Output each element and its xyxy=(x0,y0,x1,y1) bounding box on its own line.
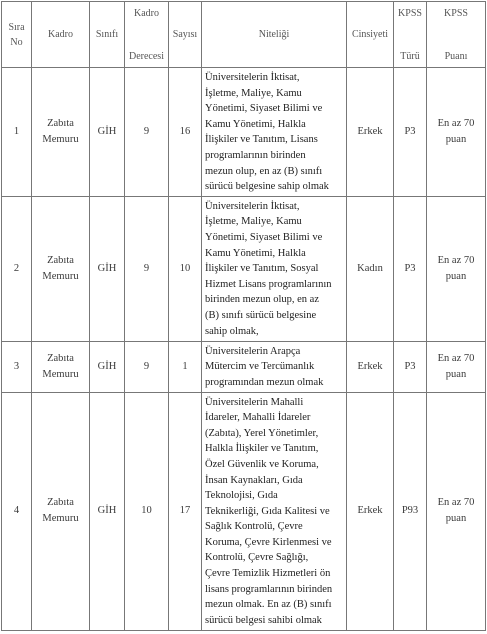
row-nitelik-line: lisans programlarının birinden xyxy=(205,583,333,595)
header-derece-top: Kadro xyxy=(134,7,159,19)
row-kadro-line: Zabıta xyxy=(47,117,74,129)
row-kpss-puani-line: puan xyxy=(445,270,467,282)
header-sayisi: Sayısı xyxy=(169,2,202,68)
table-row xyxy=(2,196,486,341)
row-sayisi: 16 xyxy=(169,68,202,197)
row-nitelik-line: İlişkiler ve Tanıtım, Sosyal xyxy=(205,263,319,275)
row-nitelik-line: İşletme, Maliye, Kamu xyxy=(205,216,302,228)
row-nitelik-line: birinden mezun olup, en az xyxy=(205,294,320,306)
row-derece: 10 xyxy=(125,392,169,630)
header-kadro-derecesi xyxy=(125,2,169,68)
row-kpss-turu: P3 xyxy=(394,68,427,197)
header-kpss-puani-bottom: Puanı xyxy=(444,50,468,62)
header-sira-text: Sıra xyxy=(8,21,25,33)
header-cinsiyeti: Cinsiyeti xyxy=(347,2,394,68)
row-nitelik-line: Yönetimi, Siyaset Bilimi ve xyxy=(205,231,323,243)
row-kpss-puani xyxy=(427,68,486,197)
row-cinsiyet: Erkek xyxy=(347,68,394,197)
row-kpss-puani-line: En az 70 xyxy=(437,254,475,266)
row-nitelik-line: mezun olmak. En az (B) sınıfı xyxy=(205,599,332,611)
header-kpss-turu-bottom: Türü xyxy=(400,50,420,62)
header-no-text: No xyxy=(10,36,23,48)
row-nitelik-line: İlişkiler ve Tanıtım, Lisans xyxy=(205,134,318,146)
row-nitelik-line: Hizmet Lisans programlarının xyxy=(205,278,332,290)
table-body xyxy=(2,68,486,631)
row-kadro-line: Memuru xyxy=(42,270,79,282)
header-kpss-puani xyxy=(427,2,486,68)
row-nitelik-line: programından mezun olmak xyxy=(205,376,324,388)
header-row xyxy=(2,2,486,68)
row-kpss-puani xyxy=(427,392,486,630)
row-kpss-puani-line: En az 70 xyxy=(437,117,475,129)
row-nitelik-line: Teknikerliği, Gıda Kalitesi ve xyxy=(205,505,330,517)
row-nitelik-line: İnsan Kaynakları, Gıda xyxy=(205,474,303,486)
row-nitelik-line: Üniversitelerin Arapça xyxy=(205,345,301,357)
header-kpss-turu-top: KPSS xyxy=(398,7,422,19)
row-kadro-line: Zabıta xyxy=(47,352,74,364)
row-nitelik-line: Yönetimi, Siyaset Bilimi ve xyxy=(205,103,323,115)
row-sinifi: GİH xyxy=(90,392,125,630)
row-sinifi: GİH xyxy=(90,196,125,341)
row-kadro xyxy=(32,341,90,392)
row-kpss-puani-line: En az 70 xyxy=(437,497,475,509)
row-kadro-line: Memuru xyxy=(42,133,79,145)
row-kadro-line: Memuru xyxy=(42,368,79,380)
row-nitelik-line: Sağlık Kontrolü, Çevre xyxy=(205,521,303,533)
table-row xyxy=(2,392,486,630)
row-cinsiyet: Erkek xyxy=(347,392,394,630)
header-sira-no xyxy=(2,2,32,68)
row-nitelik xyxy=(202,68,347,197)
row-kpss-puani xyxy=(427,341,486,392)
header-kpss-puani-top: KPSS xyxy=(444,7,468,19)
row-cinsiyet: Kadın xyxy=(347,196,394,341)
row-kadro xyxy=(32,392,90,630)
row-nitelik-line: Üniversitelerin İktisat, xyxy=(205,72,300,83)
row-kpss-puani xyxy=(427,196,486,341)
row-nitelik-line: Özel Güvenlik ve Koruma, xyxy=(205,458,319,470)
row-nitelik-line: programlarının birinden xyxy=(205,149,306,161)
row-nitelik-line: Kontrolü, Çevre Sağlığı, xyxy=(205,552,309,564)
row-nitelik-line: Çevre Temizlik Hizmetleri ön xyxy=(205,568,331,580)
row-nitelik-line: Halkla İlişkiler ve Tanıtım, xyxy=(205,443,319,455)
row-nitelik-line: (B) sınıfı sürücü belgesine xyxy=(205,309,317,321)
row-nitelik xyxy=(202,341,347,392)
row-kadro-line: Zabıta xyxy=(47,497,74,509)
row-kpss-puani-line: puan xyxy=(445,133,467,145)
row-nitelik xyxy=(202,392,347,630)
row-kpss-puani-line: puan xyxy=(445,368,467,380)
row-sayisi: 1 xyxy=(169,341,202,392)
row-derece: 9 xyxy=(125,196,169,341)
positions-table xyxy=(1,1,486,631)
row-nitelik-line: Teknolojisi, Gıda xyxy=(205,490,278,502)
row-kpss-turu: P3 xyxy=(394,196,427,341)
row-nitelik-line: sahip olmak, xyxy=(205,325,259,337)
row-no: 2 xyxy=(2,196,32,341)
row-nitelik-line: Koruma, Çevre Kirlenmesi ve xyxy=(205,536,332,548)
row-sinifi: GİH xyxy=(90,68,125,197)
row-derece: 9 xyxy=(125,68,169,197)
row-nitelik-line: Mütercim ve Tercümanlık xyxy=(205,361,315,373)
row-nitelik-line: Üniversitelerin İktisat, xyxy=(205,200,300,212)
row-sayisi: 10 xyxy=(169,196,202,341)
row-nitelik xyxy=(202,196,347,341)
row-no: 3 xyxy=(2,341,32,392)
table-row xyxy=(2,341,486,392)
row-kadro xyxy=(32,196,90,341)
row-nitelik-line: sürücü belgesi sahibi olmak xyxy=(205,614,322,626)
row-no: 4 xyxy=(2,392,32,630)
row-sayisi: 17 xyxy=(169,392,202,630)
header-sinifi: Sınıfı xyxy=(90,2,125,68)
row-kpss-turu: P3 xyxy=(394,341,427,392)
row-nitelik-line: Kamu Yönetimi, Halkla xyxy=(205,247,306,259)
row-kadro-line: Zabıta xyxy=(47,254,74,266)
row-derece: 9 xyxy=(125,341,169,392)
row-kadro-line: Memuru xyxy=(42,513,79,525)
header-derece-bottom: Derecesi xyxy=(129,50,164,62)
header-kadro: Kadro xyxy=(32,2,90,68)
row-nitelik-line: İşletme, Maliye, Kamu xyxy=(205,87,302,99)
row-nitelik-line: (Zabıta), Yerel Yönetimler, xyxy=(205,427,319,439)
header-niteligi: Niteliği xyxy=(202,2,347,68)
row-kadro xyxy=(32,68,90,197)
row-kpss-turu: P93 xyxy=(394,392,427,630)
row-cinsiyet: Erkek xyxy=(347,341,394,392)
row-no: 1 xyxy=(2,68,32,197)
row-nitelik-line: mezun olup, en az (B) sınıfı xyxy=(205,165,323,177)
row-kpss-puani-line: puan xyxy=(445,513,467,525)
table-row xyxy=(2,68,486,197)
row-nitelik-line: Üniversitelerin Mahalli xyxy=(205,396,304,408)
row-nitelik-line: İdareler, Mahalli İdareler xyxy=(205,412,311,424)
row-nitelik-line: sürücü belgesine sahip olmak xyxy=(205,181,329,193)
header-kpss-turu xyxy=(394,2,427,68)
row-nitelik-line: Kamu Yönetimi, Halkla xyxy=(205,118,306,130)
row-kpss-puani-line: En az 70 xyxy=(437,352,475,364)
row-sinifi: GİH xyxy=(90,341,125,392)
